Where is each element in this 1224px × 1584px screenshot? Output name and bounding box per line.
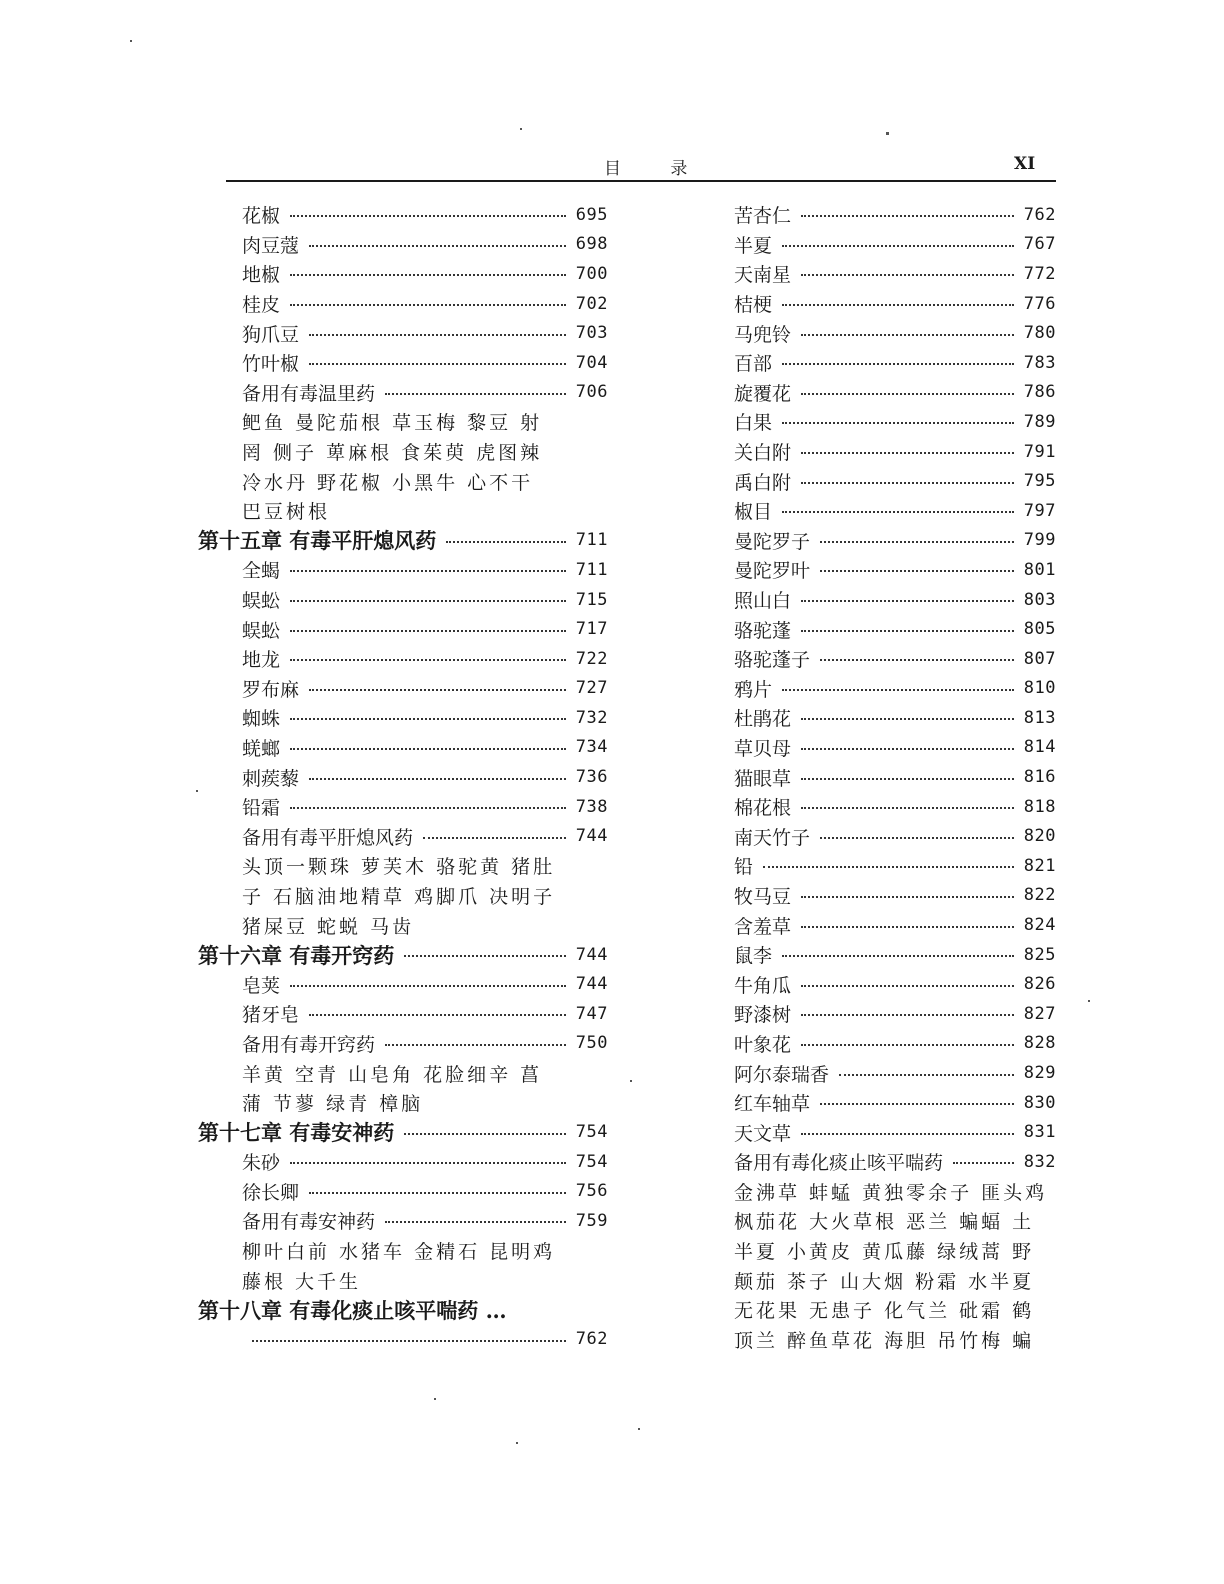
toc-entry [690,733,1056,763]
toc-entry [690,1147,1056,1177]
toc-entry [198,821,608,851]
leader-dots [290,715,566,720]
leader-dots [446,538,565,543]
toc-entry-title: 冷水丹 野花椒 小黑牛 心不干 [242,471,534,494]
toc-entry-title: 第十八章 有毒化痰止咳平喘药 … [198,1297,507,1323]
toc-entry [690,1117,1056,1147]
toc-herb-list-line [198,1236,608,1266]
toc-entry-title: 颠茄 茶子 山大烟 粉霜 水半夏 [734,1270,1035,1293]
toc-entry-title: 羊黄 空青 山皂角 花脸细辛 菖 [242,1063,543,1086]
toc-entry-title: 天文草 [734,1122,792,1145]
leader-dots [820,567,1014,572]
leader-dots [309,686,566,691]
toc-page-number: 754 [575,1151,608,1172]
toc-entry [198,999,608,1029]
toc-page-number: 744 [575,944,608,965]
toc-herb-list-line [690,1295,1056,1325]
toc-entry-title: 天南星 [734,264,792,287]
toc-entry [690,407,1056,437]
toc-entry [690,940,1056,970]
scan-speck [886,132,889,135]
toc-page-number: 789 [1023,411,1056,432]
leader-dots [290,627,566,632]
toc-entry [198,644,608,674]
leader-dots [290,567,566,572]
toc-entry-title: 徐长卿 [242,1181,300,1204]
toc-entry-title: 头顶一颗珠 萝芙木 骆驼黄 猪肚 [242,856,556,879]
toc-page-number: 807 [1023,648,1056,669]
toc-entry [198,555,608,585]
toc-page-number: 747 [575,1003,608,1024]
toc-entry-title: 蜈蚣 [242,590,281,613]
toc-entry [690,466,1056,496]
toc-entry [198,703,608,733]
toc-entry [690,1088,1056,1118]
toc-entry-title: 蜘蛛 [242,708,281,731]
toc-entry-title: 第十五章 有毒平肝熄风药 [198,528,437,554]
toc-entry [198,1147,608,1177]
toc-entry-title: 鸦片 [734,678,773,701]
toc-page-number: 772 [1023,263,1056,284]
toc-page-number: 704 [575,352,608,373]
toc-entry [690,289,1056,319]
leader-dots [820,1100,1014,1105]
leader-dots [385,1218,566,1223]
toc-left-column [198,200,608,1354]
toc-page-number: 810 [1023,678,1056,699]
toc-entry-title: 百部 [734,353,773,376]
toc-entry [690,910,1056,940]
toc-herb-list-line [198,1088,608,1118]
toc-entry [690,792,1056,822]
leader-dots [782,508,1014,513]
toc-entry [690,674,1056,704]
toc-entry-title: 巴豆树根 [242,501,331,524]
toc-page-number: 829 [1023,1063,1056,1084]
toc-entry [690,585,1056,615]
toc-entry-title: 备用有毒温里药 [242,382,376,405]
toc-page-number: 762 [575,1329,608,1350]
toc-entry [198,200,608,230]
toc-entry [690,378,1056,408]
toc-page-number: 803 [1023,589,1056,610]
scan-speck [516,1442,518,1444]
toc-entry-title: 铅霜 [242,797,281,820]
leader-dots [290,212,566,217]
toc-entry [198,378,608,408]
toc-entry-title: 铅 [734,856,754,879]
leader-dots [839,1071,1014,1076]
toc-entry-title: 备用有毒开窍药 [242,1033,376,1056]
toc-entry-title: 肉豆蔻 [242,234,300,257]
leader-dots [309,1011,566,1016]
toc-entry-title: 半夏 [734,234,773,257]
toc-entry [198,1029,608,1059]
toc-page-number: 814 [1023,737,1056,758]
toc-entry-title: 蜣螂 [242,737,281,760]
leader-dots [801,449,1014,454]
toc-entry-title: 半夏 小黄皮 黄瓜藤 绿绒蒿 野 [734,1241,1035,1264]
toc-entry [690,762,1056,792]
toc-entry-title: 顶兰 醉鱼草花 海胆 吊竹梅 蝙 [734,1329,1035,1352]
toc-herb-list-line [198,496,608,526]
toc-entry-title: 蜈蚣 [242,619,281,642]
leader-dots [801,390,1014,395]
toc-entry [198,762,608,792]
toc-page-number: 816 [1023,767,1056,788]
leader-dots [801,331,1014,336]
toc-continuation-line [198,1325,608,1355]
leader-dots [801,271,1014,276]
leader-dots [290,804,566,809]
scan-speck [638,1428,640,1430]
toc-entry-title: 牛角瓜 [734,974,792,997]
leader-dots [404,1130,565,1135]
toc-page-number: 703 [575,323,608,344]
leader-dots [290,982,566,987]
scan-speck [520,128,522,130]
toc-page-number: 700 [575,263,608,284]
toc-herb-list-line [198,1058,608,1088]
toc-entry [690,969,1056,999]
toc-entry-title: 红车轴草 [734,1093,811,1116]
header-page-number: XI [1014,154,1036,174]
toc-entry-title: 关白附 [734,442,792,465]
toc-herb-list-line [198,851,608,881]
toc-entry [198,318,608,348]
toc-entry-title: 第十七章 有毒安神药 [198,1120,395,1146]
toc-chapter-heading [198,1295,608,1325]
toc-entry-title: 桂皮 [242,294,281,317]
toc-entry-title: 皂荚 [242,974,281,997]
toc-entry-title: 猪牙皂 [242,1004,300,1027]
toc-page-number: 826 [1023,974,1056,995]
toc-entry-title: 苦杏仁 [734,205,792,228]
toc-page-number: 711 [575,530,608,551]
toc-entry-title: 蒲 节蓼 绿青 樟脑 [242,1093,424,1116]
toc-entry-title: 备用有毒安神药 [242,1211,376,1234]
toc-page-number: 818 [1023,796,1056,817]
toc-entry-title: 牧马豆 [734,885,792,908]
toc-page-number: 717 [575,619,608,640]
leader-dots [782,360,1014,365]
leader-dots [801,479,1014,484]
scan-speck [434,1398,436,1400]
toc-entry [690,496,1056,526]
leader-dots [801,745,1014,750]
toc-page-number: 702 [575,293,608,314]
header-rule [226,180,1056,182]
toc-page-number: 738 [575,796,608,817]
toc-entry-title: 照山白 [734,590,792,613]
toc-page-number: 813 [1023,707,1056,728]
toc-entry [690,644,1056,674]
toc-entry [198,1206,608,1236]
leader-dots [309,331,566,336]
toc-page-number: 825 [1023,944,1056,965]
toc-page-number: 744 [575,974,608,995]
toc-entry [690,318,1056,348]
toc-page-number: 706 [575,382,608,403]
toc-herb-list-line [690,1177,1056,1207]
toc-entry-title: 第十六章 有毒开窍药 [198,942,395,968]
toc-page-number: 831 [1023,1122,1056,1143]
toc-entry-title: 无花果 无患子 化气兰 砒霜 鹤 [734,1300,1035,1323]
leader-dots [801,982,1014,987]
toc-entry-title: 曼陀罗叶 [734,560,811,583]
toc-page-number: 832 [1023,1151,1056,1172]
toc-page-number: 727 [575,678,608,699]
toc-page-number: 776 [1023,293,1056,314]
leader-dots [385,390,566,395]
toc-entry [198,792,608,822]
leader-dots [290,745,566,750]
toc-entry [690,703,1056,733]
toc-entry [198,230,608,260]
toc-entry-title: 鼠李 [734,945,773,968]
toc-entry-title: 椒目 [734,501,773,524]
toc-entry-title: 叶象花 [734,1033,792,1056]
toc-page-number: 820 [1023,826,1056,847]
scan-speck [130,40,132,42]
toc-entry [690,999,1056,1029]
toc-entry [690,851,1056,881]
toc-entry [690,614,1056,644]
toc-page-number: 734 [575,737,608,758]
toc-chapter-heading [198,1117,608,1147]
toc-page-number: 805 [1023,619,1056,640]
leader-dots [782,419,1014,424]
toc-entry-title: 地龙 [242,649,281,672]
toc-entry-title: 柳叶白前 水猪车 金精石 昆明鸡 [242,1241,556,1264]
leader-dots [801,804,1014,809]
toc-entry-title: 子 石脑油地精草 鸡脚爪 决明子 [242,885,556,908]
toc-chapter-heading [198,526,608,556]
leader-dots [782,952,1014,957]
toc-entry-title: 刺蒺藜 [242,767,300,790]
toc-entry [198,259,608,289]
toc-herb-list-line [198,437,608,467]
toc-entry-title: 藤根 大千生 [242,1270,362,1293]
leader-dots [782,686,1014,691]
toc-page-number: 795 [1023,471,1056,492]
toc-entry-title: 阿尔泰瑞香 [734,1063,830,1086]
toc-entry-title: 竹叶椒 [242,353,300,376]
leader-dots [801,923,1014,928]
toc-page-number: 767 [1023,234,1056,255]
toc-entry-title: 罔 侧子 萆麻根 食茱萸 虎图辣 [242,442,543,465]
toc-entry-title: 猫眼草 [734,767,792,790]
toc-herb-list-line [198,407,608,437]
toc-page-number: 799 [1023,530,1056,551]
toc-entry-title: 狗爪豆 [242,323,300,346]
toc-page-number: 801 [1023,559,1056,580]
leader-dots [423,834,566,839]
toc-entry-title: 曼陀罗子 [734,530,811,553]
toc-page-number: 827 [1023,1003,1056,1024]
leader-dots [801,627,1014,632]
toc-entry-title: 全蝎 [242,560,281,583]
toc-page-number: 722 [575,648,608,669]
toc-entry-title: 南天竹子 [734,826,811,849]
leader-dots [385,1041,566,1046]
toc-herb-list-line [198,1265,608,1295]
scan-speck [1088,1000,1090,1002]
toc-entry [690,821,1056,851]
leader-dots [820,834,1014,839]
toc-entry-title: 鲃鱼 曼陀茄根 草玉梅 黎豆 射 [242,412,543,435]
toc-entry-title: 备用有毒平肝熄风药 [242,826,414,849]
toc-entry [690,881,1056,911]
leader-dots [820,538,1014,543]
toc-entry-title: 骆驼蓬子 [734,649,811,672]
toc-page-number: 828 [1023,1033,1056,1054]
toc-page-number: 780 [1023,323,1056,344]
toc-page-number: 744 [575,826,608,847]
leader-dots [290,271,566,276]
toc-page-number: 759 [575,1210,608,1231]
toc-page-number: 822 [1023,885,1056,906]
toc-entry-title: 猪屎豆 蛇蜕 马齿 [242,915,415,938]
leader-dots [404,952,565,957]
toc-page-number: 750 [575,1033,608,1054]
toc-herb-list-line [690,1206,1056,1236]
toc-page-number: 797 [1023,500,1056,521]
toc-page-number: 786 [1023,382,1056,403]
toc-entry [690,526,1056,556]
toc-herb-list-line [690,1265,1056,1295]
toc-page-number: 732 [575,707,608,728]
toc-chapter-heading [198,940,608,970]
leader-dots [801,597,1014,602]
toc-entry [198,969,608,999]
toc-entry-title: 禹白附 [734,471,792,494]
toc-entry [690,200,1056,230]
leader-dots [801,212,1014,217]
toc-entry [198,585,608,615]
toc-entry [198,348,608,378]
toc-entry-title: 草贝母 [734,737,792,760]
toc-entry-title: 马兜铃 [734,323,792,346]
toc-entry [690,555,1056,585]
toc-entry [690,1029,1056,1059]
toc-entry-title: 金沸草 蚌蜢 黄独零余子 匪头鸡 [734,1181,1048,1204]
toc-page-number: 830 [1023,1092,1056,1113]
scan-speck [630,1080,632,1082]
toc-entry [198,1177,608,1207]
toc-entry [198,289,608,319]
toc-entry-title: 棉花根 [734,797,792,820]
leader-dots [309,775,566,780]
leader-dots [820,656,1014,661]
toc-herb-list-line [690,1236,1056,1266]
leader-dots [290,301,566,306]
leader-dots [782,242,1014,247]
leader-dots [801,775,1014,780]
scan-speck [196,790,198,792]
leader-dots [782,301,1014,306]
toc-entry-title: 杜鹃花 [734,708,792,731]
toc-entry-title: 罗布麻 [242,678,300,701]
toc-page-number: 824 [1023,915,1056,936]
leader-dots [309,242,566,247]
toc-herb-list-line [198,466,608,496]
toc-entry-title: 野漆树 [734,1004,792,1027]
toc-page-number: 754 [575,1122,608,1143]
toc-herb-list-line [198,881,608,911]
toc-entry-title: 地椒 [242,264,281,287]
toc-entry [690,348,1056,378]
toc-entry [198,674,608,704]
toc-page-number: 762 [1023,204,1056,225]
toc-page-number: 756 [575,1181,608,1202]
leader-dots [801,1011,1014,1016]
toc-entry-title: 花椒 [242,205,281,228]
leader-dots [801,893,1014,898]
leader-dots [252,1337,566,1342]
toc-page-number: 695 [575,204,608,225]
leader-dots [290,597,566,602]
toc-entry-title: 备用有毒化痰止咳平喘药 [734,1152,944,1175]
toc-entry [690,259,1056,289]
leader-dots [290,1159,566,1164]
leader-dots [801,1041,1014,1046]
leader-dots [309,360,566,365]
toc-entry [198,614,608,644]
toc-entry-title: 含羞草 [734,915,792,938]
leader-dots [801,1130,1014,1135]
toc-entry-title: 骆驼蓬 [734,619,792,642]
toc-entry-title: 旋覆花 [734,382,792,405]
toc-entry [690,437,1056,467]
header-title: 目 录 [604,159,710,179]
leader-dots [290,656,566,661]
toc-herb-list-line [198,910,608,940]
toc-entry [690,1058,1056,1088]
leader-dots [309,1189,566,1194]
toc-entry [690,230,1056,260]
toc-entry-title: 朱砂 [242,1152,281,1175]
toc-herb-list-line [690,1325,1056,1355]
toc-page-number: 715 [575,589,608,610]
toc-page-number: 783 [1023,352,1056,373]
leader-dots [801,715,1014,720]
toc-right-column [690,200,1056,1354]
leader-dots [953,1159,1014,1164]
toc-entry-title: 桔梗 [734,294,773,317]
leader-dots [763,863,1014,868]
toc-page-number: 698 [575,234,608,255]
toc-page-number: 711 [575,559,608,580]
toc-page-number: 736 [575,767,608,788]
toc-page-number: 791 [1023,441,1056,462]
toc-entry [198,733,608,763]
toc-entry-title: 白果 [734,412,773,435]
toc-page-number: 821 [1023,855,1056,876]
toc-entry-title: 枫茄花 大火草根 恶兰 蝙蝠 土 [734,1211,1035,1234]
